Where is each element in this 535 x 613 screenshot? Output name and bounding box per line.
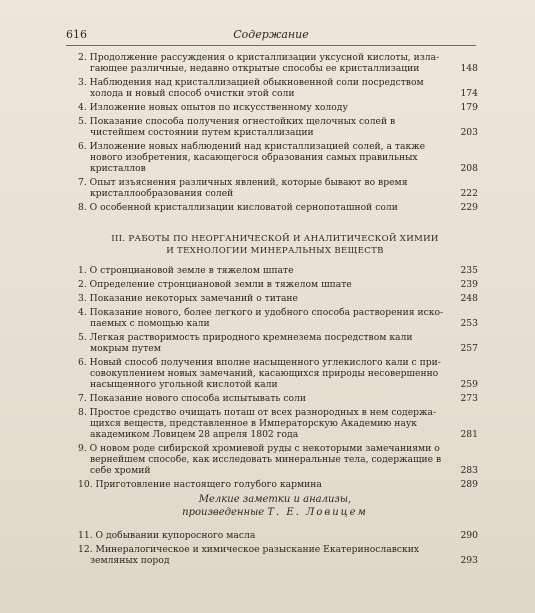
toc-group-crystallization: [78, 52, 478, 216]
running-title: Содержание: [233, 28, 309, 41]
toc-entry-page: 257: [460, 343, 478, 354]
page-number: 616: [66, 28, 87, 41]
toc-group-minor: [78, 530, 478, 569]
toc-entry-page: 283: [460, 465, 478, 476]
toc-entry-title: 3. Наблюдения над кристаллизацией обыкновенной соли посредством холода и новый способ очистки этой соли: [78, 77, 424, 99]
toc-entry: [78, 544, 478, 566]
subsection-heading-prefix: произведенные: [182, 507, 268, 518]
toc-entry-page: 273: [460, 393, 478, 404]
toc-entry-title: 1. О стронциановой земле в тяжелом шпате: [78, 265, 294, 276]
toc-entry: [78, 279, 478, 290]
toc-entry: [78, 52, 478, 74]
toc-entry-page: 229: [460, 202, 478, 213]
toc-entry-page: 248: [460, 293, 478, 304]
toc-entry-title: 7. Опыт изъяснения различных явлений, которые бывают во время кристаллообразования солей: [78, 177, 408, 199]
toc-entry-page: 293: [460, 555, 478, 566]
toc-entry-title: 2. Определение стронциановой земли в тяжелом шпате: [78, 279, 352, 290]
toc-entry-page: 174: [460, 88, 478, 99]
toc-entry: [78, 177, 478, 199]
toc-entry: [78, 530, 478, 541]
toc-entry-title: 12. Минералогическое и химическое разыскание Екатеринославских земляных пород: [78, 544, 420, 566]
toc-entry-page: 253: [460, 318, 478, 329]
section-heading-line: III. РАБОТЫ ПО НЕОРГАНИЧЕСКОЙ И АНАЛИТИЧЕСКОЙ ХИМИИ: [111, 234, 439, 244]
toc-entry: [78, 332, 478, 354]
toc-entry-title: 8. О особенной кристаллизации кисловатой сернопоташной соли: [78, 202, 398, 213]
toc-entry-page: 179: [460, 102, 478, 113]
toc-entry-title: 7. Показание нового способа испытывать соли: [78, 393, 306, 404]
toc-entry: [78, 141, 478, 174]
toc-entry: [78, 479, 478, 490]
toc-entry-page: 203: [460, 127, 478, 138]
author-name: Т. Е. Ловицем: [267, 507, 368, 518]
toc-entry: [78, 116, 478, 138]
toc-entry-page: 222: [460, 188, 478, 199]
toc-entry-title: 2. Продолжение рассуждения о кристаллизации уксусной кислоты, излагающее различные, недавно открытые способы ее кристаллизации: [78, 52, 440, 74]
toc-entry-page: 259: [460, 379, 478, 390]
toc-entry-title: 4. Показание нового, более легкого и удобного способа растворения ископаемых с помощью кали: [78, 307, 444, 329]
page-header: [66, 28, 476, 44]
toc-entry-page: 289: [460, 479, 478, 490]
toc-entry-page: 235: [460, 265, 478, 276]
toc-entry: [78, 307, 478, 329]
toc-entry-title: 8. Простое средство очищать поташ от всех разнородных в нем содержащихся веществ, представленное в Императорскую Академию наук академиком Ловицем 28 апреля 1802 года: [78, 407, 437, 440]
toc-entry-page: 148: [460, 63, 478, 74]
toc-entry: [78, 407, 478, 440]
toc-group-inorganic: [78, 265, 478, 493]
toc-entry-title: 6. Изложение новых наблюдений над кристаллизацией солей, а также нового изобретения, касающегося образования самых правильных кристаллов: [78, 141, 426, 174]
toc-entry-page: 208: [460, 163, 478, 174]
section-heading: [70, 233, 480, 257]
toc-entry: [78, 102, 478, 113]
toc-entry-page: 239: [460, 279, 478, 290]
toc-entry: [78, 265, 478, 276]
subsection-heading-line: [70, 506, 480, 519]
toc-entry-title: 9. О новом роде сибирской хромиевой руды с некоторыми замечаниями о вернейшем способе, как исследовать минеральные тела, содержащие в себе хромий: [78, 443, 442, 476]
toc-entry: [78, 443, 478, 476]
toc-entry-title: 10. Приготовление настоящего голубого кармина: [78, 479, 322, 490]
toc-entry: [78, 77, 478, 99]
subsection-heading: [70, 493, 480, 519]
toc-entry: [78, 293, 478, 304]
toc-entry: [78, 357, 478, 390]
toc-entry-title: 11. О добывании купоросного масла: [78, 530, 256, 541]
toc-entry-title: 5. Показание способа получения огнестойких щелочных солей в чистейшем состоянии путем кристаллизации: [78, 116, 396, 138]
toc-entry-title: 6. Новый способ получения вполне насыщенного углекислого кали с присовокуплением новых замечаний, касающихся природы несовершенно насыщенного угольной кислотой кали: [78, 357, 441, 390]
header-rule: [66, 45, 476, 46]
toc-entry-page: 290: [460, 530, 478, 541]
toc-entry-title: 5. Легкая растворимость природного кремнезема посредством кали мокрым путем: [78, 332, 413, 354]
toc-entry: [78, 393, 478, 404]
toc-entry-title: 4. Изложение новых опытов по искусственному холоду: [78, 102, 348, 113]
toc-entry-title: 3. Показание некоторых замечаний о титане: [78, 293, 298, 304]
subsection-heading-line: Мелкие заметки и анализы,: [198, 494, 352, 505]
toc-entry: [78, 202, 478, 213]
section-heading-line: И ТЕХНОЛОГИИ МИНЕРАЛЬНЫХ ВЕЩЕСТВ: [166, 246, 384, 256]
toc-entry-page: 281: [460, 429, 478, 440]
